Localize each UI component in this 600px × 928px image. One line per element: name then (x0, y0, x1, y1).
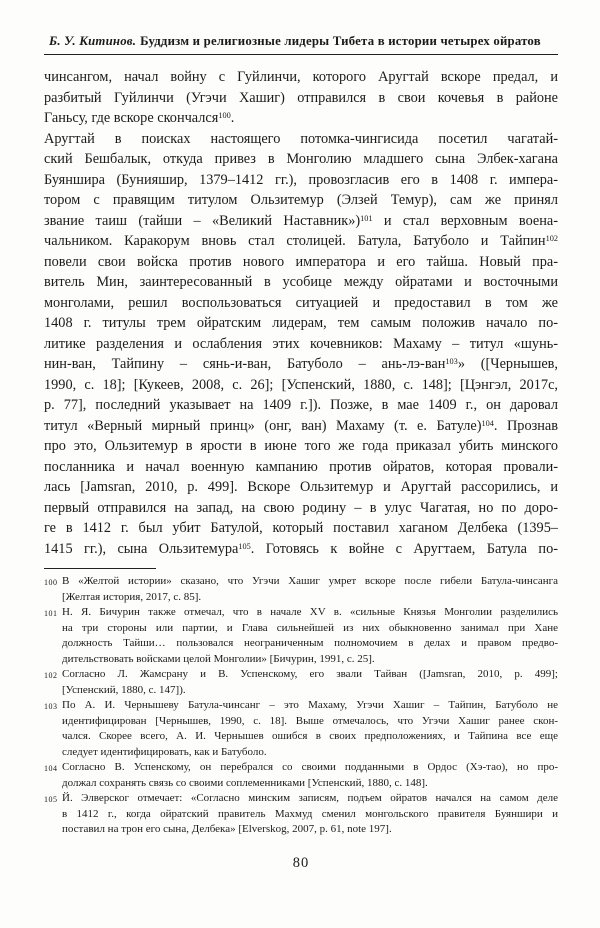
text-line: нин-ван, Тайпину – сянь-и-ван, Батуболо – ань-лэ-ван$^{103}$» ([Чернышев, (44, 356, 558, 372)
header-author: Б. У. Китинов. (49, 34, 137, 48)
footnote-line: поставил на трон его сына, Делбека» [Elverskog, 2007, p. 61, note 197]. (62, 823, 392, 835)
text-line: 1990, с. 18]; [Кукеев, 2008, с. 26]; [Успенский, 1880, с. 148]; [Цэнгэл, 2017с, (44, 376, 558, 393)
text-line: Буяншира (Бунияшир, 1379–1412 гг.), провозгласив его в 1408 г. импера- (44, 171, 558, 188)
text-line: титул «Верный мирный принц» (онг, ван) Махаму (т. е. Батуле)$^{104}$. Прознав (44, 417, 558, 434)
text-line: Ганьсу, где вскоре скончался$^{100}$. (44, 110, 235, 126)
text-line: Аругтай в поисках настоящего потомка-чингисида посетил чагатай- (44, 130, 558, 147)
footnote-body (62, 574, 558, 605)
text-line: посланника и начал военную кампанию против ойратов, которая провали- (44, 458, 558, 475)
footnote-body (62, 698, 558, 760)
text-line: лась [Jamsran, 2010, p. 499]. Вскоре Ользитемур и Аругтай рассорились, и (44, 479, 558, 495)
paragraph (44, 67, 558, 129)
footnote-separator (44, 568, 156, 569)
header-rule (44, 54, 558, 55)
footnote-line: По А. И. Чернышеву Батула-чинсанг – это Махаму, Угэчи Хашиг – Тайпин, Батуболо не (62, 699, 558, 711)
footnote (44, 791, 558, 838)
footnote-line: следует идентифицировать, как и Батуболо. (62, 745, 267, 758)
footnote-line: дительствовать войсками целой Монголии» [Бичурин, 1991, с. 25]. (62, 652, 375, 665)
footnote-line: Согласно В. Успенскому, он перебрался со своими подданными в Ордос (Хэ-тао), но про- (62, 761, 558, 773)
footnotes (44, 574, 558, 838)
footnote-line: на три стороны или партии, и Глава сильнейшей из них обыкновенно занимал при Хане (62, 621, 558, 634)
footnote-line: Согласно Л. Жамсрану и В. Успенскому, его звали Тайван ([Jamsran, 2010, p. 499]; (62, 668, 558, 680)
header-title: Буддизм и религиозные лидеры Тибета в истории четырех ойратов (140, 34, 541, 48)
footnote-line: чался. Скорее всего, А. И. Чернышев ошибся в своих предположениях, и Тайпина все еще (62, 730, 558, 742)
footnote-line: идентифицирован [Чернышев, 1990, с. 18]. Выше отмечалось, что Угэчи Хашиг ранее скон- (62, 714, 558, 727)
text-line: чинсангом, начал войну с Гуйлинчи, которого Аругтай вскоре предал, и (44, 69, 558, 85)
text-line: монголами, решил воспользоваться ситуацией и предоставил в том же (44, 294, 558, 311)
footnote-line: [Желтая история, 2017, с. 85]. (62, 590, 202, 603)
text-line: ский Бешбалык, откуда привез в Монголию младшего сына Элбек-хагана (44, 151, 558, 167)
page-content (44, 0, 558, 872)
footnote-line: Н. Я. Бичурин также отмечал, что в начале XV в. «сильные Князья Монголии разделились (62, 606, 558, 618)
footnote-number: 102 (44, 671, 58, 680)
text-line: литике разделения и ослабления этих кочевников: Махаму – титул «шунь- (44, 335, 558, 352)
text-line: про это, Ользитемур в ярости в июне того же года приказал убить минского (44, 438, 558, 454)
text-line: ге в 1412 г. был убит Батулой, который поставил хаганом Делбека (1395– (44, 520, 558, 536)
page-number: 80 (292, 854, 310, 871)
footnote-line: В «Желтой истории» сказано, что Угэчи Хашиг умрет вскоре после гибели Батула-чинсанга (62, 575, 558, 587)
footnote-body (62, 667, 558, 698)
footnote-number: 103 (44, 702, 58, 711)
footnote-number: 100 (44, 578, 58, 587)
text-line: тором с правящим титулом Ользитемур (Элзей Темур), сам же принял (44, 192, 558, 208)
text-line: разбитый Гуйлинчи (Угэчи Хашиг) отправился в свои кочевья в районе (44, 89, 558, 106)
text-line: звание таиш (тайши – «Великий Наставник»)$^{101}$ и стал верховным воена- (44, 212, 558, 229)
footnote (44, 605, 558, 667)
text-line: 1408 г. титулы трем ойратским лидерам, тем самым положив начало по- (44, 315, 558, 331)
footnote-line: Й. Элверског отмечает: «Согласно минским записям, подъем ойратов начался на самом деле (62, 792, 558, 804)
footnote (44, 698, 558, 760)
footnote-line: должал сохранять связь со своими соплеменниками [Успенский, 1880, с. 148]. (62, 776, 428, 789)
footnote-body (62, 760, 558, 791)
body-text (44, 67, 558, 559)
text-line: первый отправился на запад, на свою родину – в улус Чагатая, но по доро- (44, 499, 558, 516)
running-header (44, 34, 558, 49)
footnote-line: в 1412 г., когда ойратский правитель Махмуд сменил монгольского правителя Буяншири и (62, 807, 558, 820)
text-line: чальником. Каракорум вновь стал столицей. Батула, Батуболо и Тайпин$^{102}$ (44, 233, 558, 249)
footnote-number: 101 (44, 609, 58, 618)
footnote-body (62, 605, 558, 667)
footnote (44, 760, 558, 791)
footnote-number: 105 (44, 795, 58, 804)
text-line: витель Мин, заинтересованный в усобице между ойратами и восточными (44, 274, 558, 290)
text-line: 1415 гг.), сына Ользитемура$^{105}$. Готовясь к войне с Аругтаем, Батула по- (44, 540, 558, 557)
text-line: повели свои войска против нового императора и его тайша. Новый пра- (44, 253, 558, 270)
footnote-line: должность Тайши… пользовался неограниченным полномочием в делах и правом предво- (62, 637, 558, 649)
text-line: p. 77], последний указывает на 1409 г.]). Позже, в мае 1409 г., он даровал (44, 397, 558, 413)
footnote-body (62, 791, 558, 838)
footnote (44, 574, 558, 605)
paragraph (44, 129, 558, 560)
footnote-line: [Успенский, 1880, с. 147]). (62, 683, 186, 696)
footnote (44, 667, 558, 698)
footnote-number: 104 (44, 764, 58, 773)
